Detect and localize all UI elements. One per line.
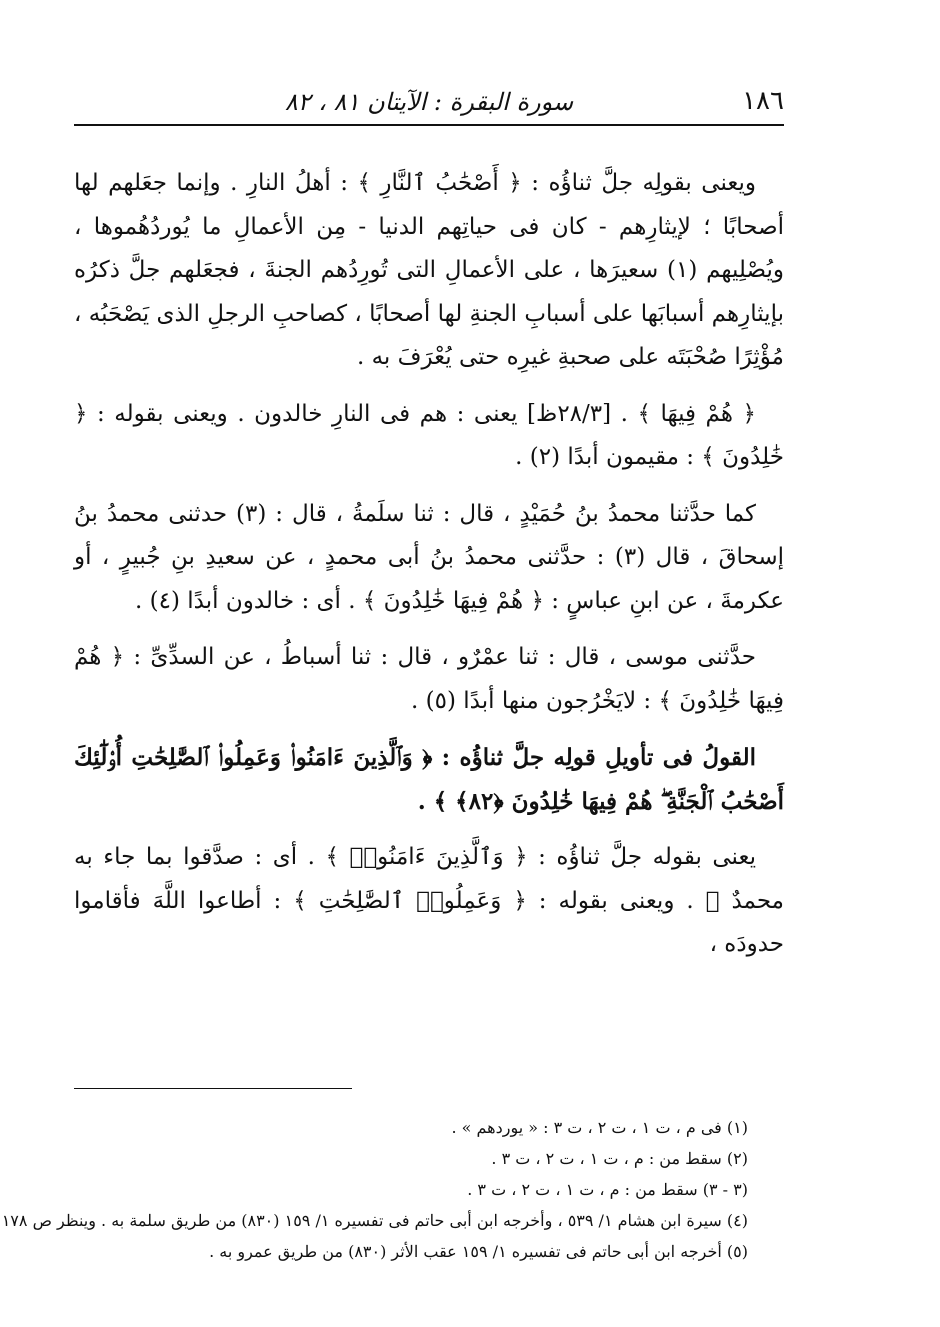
book-page <box>1 60 784 1300</box>
footnote-4: (٤) سيرة ابن هشام ١/ ٥٣٩ ، وأخرجه ابن أبى حاتم فى تفسيره ١/ ١٥٩ (٨٣٠) من طريق سلمة به . وينظر ص ١٧٨ <box>1 1211 748 1230</box>
footnotes <box>1 1112 784 1267</box>
paragraph-5: يعنى بقوله جلَّ ثناؤُه : ﴿ وَٱلَّذِينَ ءَامَنُوا۟ ﴾ . أى : صدَّقوا بما جاء به محمدٌ ﷺ . ويعنى بقوله : ﴿ وَعَمِلُوا۟ ٱلصَّٰلِحَٰتِ ﴾ : أطاعوا اللَّهَ فأقاموا حدودَه ، <box>74 844 784 957</box>
running-title: سورة البقرة : الآيتان ٨١ ، ٨٢ <box>284 88 574 116</box>
footnote-rule <box>74 1088 352 1089</box>
footnote-3: (٣ - ٣) سقط من : م ، ت ١ ، ت ٢ ، ت ٣ . <box>467 1180 748 1199</box>
paragraph-2: ﴿ هُمْ فِيهَا ﴾ . [٢٨/٣ظ] يعنى : هم فى النارِ خالدون . ويعنى بقوله : ﴿ خَٰلِدُونَ ﴾ : مقيمون أبدًا (٢) . <box>74 400 784 470</box>
section-heading: القولُ فى تأويلِ قولِه جلَّ ثناؤُه : ﴿ وَٱلَّذِينَ ءَامَنُوا۟ وَعَمِلُوا۟ ٱلصَّٰلِحَٰتِ أُو۟لَٰٓئِكَ أَصْحَٰبُ ٱلْجَنَّةِ ۖ هُمْ فِيهَا خَٰلِدُونَ ﴿٨٢﴾ ﴾ . <box>74 744 784 815</box>
paragraph-4: حدَّثنى موسى ، قال : ثنا عمْرٌو ، قال : ثنا أسباطُ ، عن السدِّىِّ : ﴿ هُمْ فِيهَا خَٰلِدُونَ ﴾ : لايَخْرُجون منها أبدًا (٥) . <box>74 644 784 714</box>
paragraph-1: ويعنى بقولِه جلَّ ثناؤُه : ﴿ أَصْحَٰبُ ٱلنَّارِ ﴾ : أهلُ النارِ . وإنما جعَلهم لها أصحابًا ؛ لإيثارِهم - كان فى حياتِهم الدنيا - مِن الأعمالِ ما يُوردُهُموها ، ويُصْلِيهم (١) سعيرَها ، على الأعمالِ التى تُورِدُهم الجنةَ ، فجعَلهم جلَّ ذكرُه بإيثارِهم أسبابَها على أسبابِ الجنةِ لها أصحابًا ، كصاحبِ الرجلِ الذى يَصْحَبُه ، مُؤْثِرًا صُحْبَتَه على صحبةِ غيرِه حتى يُعْرَفَ به . <box>74 170 784 370</box>
header-rule <box>74 124 784 126</box>
main-text <box>74 162 784 980</box>
footnote-1: (١) فى م ، ت ١ ، ت ٢ ، ت ٣ : « يوردهم » . <box>451 1118 748 1137</box>
footnote-2: (٢) سقط من : م ، ت ١ ، ت ٢ ، ت ٣ . <box>491 1149 748 1168</box>
page-number: ١٨٦ <box>742 86 784 116</box>
page-header <box>74 80 784 120</box>
paragraph-3: كما حدَّثنا محمدُ بنُ حُمَيْدٍ ، قال : ثنا سلَمةُ ، قال : (٣) حدثنى محمدُ بنُ إسحاقَ ، قال (٣) : حدَّثنى محمدُ بنُ أبى محمدٍ ، عن سعيدِ بنِ جُبيرٍ ، أو عكرمةَ ، عن ابنِ عباسٍ : ﴿ هُمْ فِيهَا خَٰلِدُونَ ﴾ . أى : خالدون أبدًا (٤) . <box>74 500 784 614</box>
footnote-5: (٥) أخرجه ابن أبى حاتم فى تفسيره ١/ ١٥٩ عقب الأثر (٨٣٠) من طريق عمرو به . <box>209 1242 748 1261</box>
